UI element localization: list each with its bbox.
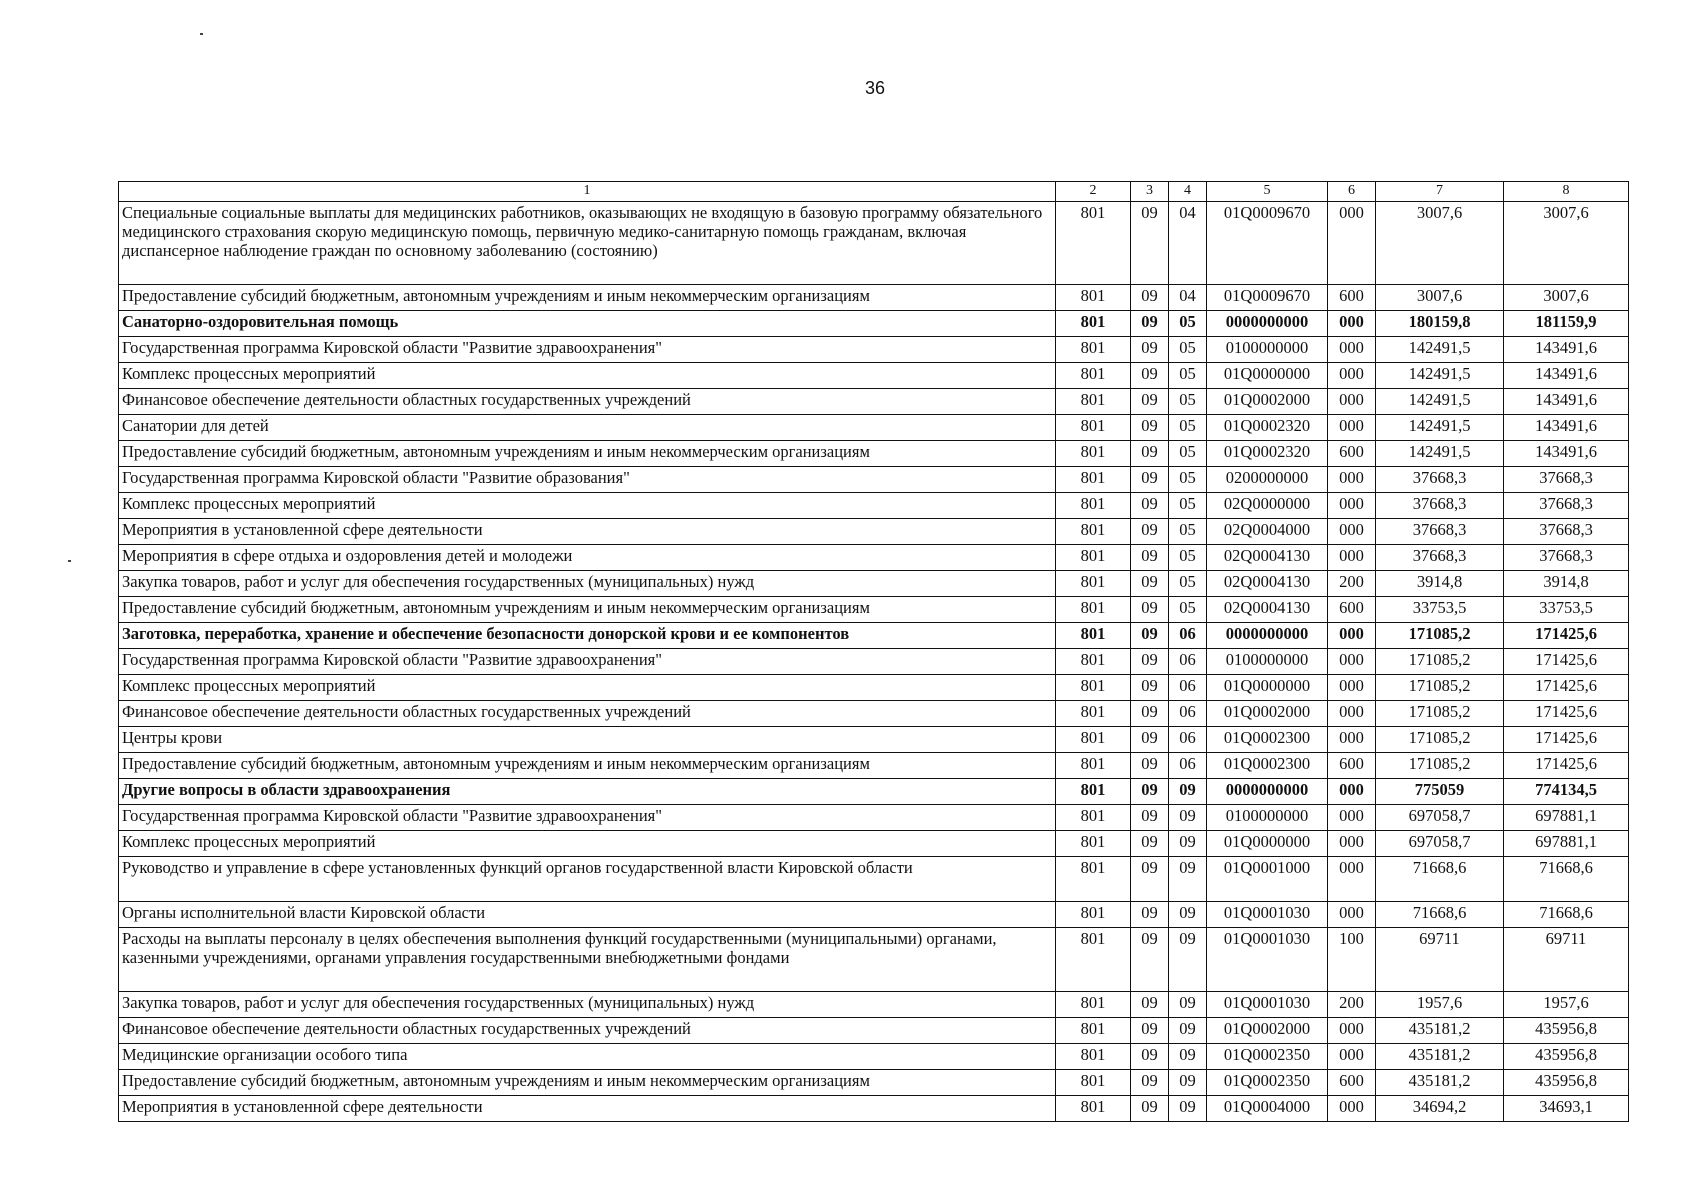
item-name: Комплекс процессных мероприятий: [119, 831, 1056, 857]
code-target-article: 01Q0001030: [1207, 928, 1328, 992]
amount-col7: 697058,7: [1376, 805, 1504, 831]
amount-col8: 34693,1: [1504, 1096, 1629, 1122]
code-subsection: 09: [1169, 831, 1207, 857]
code-expense-type: 600: [1328, 1070, 1376, 1096]
table-row: [119, 753, 1629, 779]
table-row: [119, 701, 1629, 727]
code-ministry: 801: [1056, 519, 1131, 545]
table-row: [119, 779, 1629, 805]
item-name: Комплекс процессных мероприятий: [119, 363, 1056, 389]
amount-col7: 171085,2: [1376, 675, 1504, 701]
amount-col8: 435956,8: [1504, 1018, 1629, 1044]
amount-col8: 33753,5: [1504, 597, 1629, 623]
code-expense-type: 000: [1328, 623, 1376, 649]
amount-col7: 171085,2: [1376, 649, 1504, 675]
code-ministry: 801: [1056, 1096, 1131, 1122]
table-row: [119, 415, 1629, 441]
amount-col7: 3007,6: [1376, 285, 1504, 311]
code-subsection: 09: [1169, 1044, 1207, 1070]
code-expense-type: 000: [1328, 545, 1376, 571]
amount-col8: 697881,1: [1504, 805, 1629, 831]
amount-col7: 71668,6: [1376, 902, 1504, 928]
scan-speck: [200, 33, 203, 35]
code-section: 09: [1131, 389, 1169, 415]
item-name: Закупка товаров, работ и услуг для обеспечения государственных (муниципальных) нужд: [119, 992, 1056, 1018]
amount-col7: 71668,6: [1376, 857, 1504, 902]
code-target-article: 01Q0002000: [1207, 389, 1328, 415]
code-section: 09: [1131, 753, 1169, 779]
amount-col8: 37668,3: [1504, 545, 1629, 571]
item-name: Государственная программа Кировской области "Развитие здравоохранения": [119, 337, 1056, 363]
code-expense-type: 000: [1328, 337, 1376, 363]
code-target-article: 01Q0002300: [1207, 753, 1328, 779]
code-section: 09: [1131, 202, 1169, 285]
code-expense-type: 000: [1328, 675, 1376, 701]
code-section: 09: [1131, 467, 1169, 493]
code-subsection: 05: [1169, 467, 1207, 493]
code-subsection: 09: [1169, 1070, 1207, 1096]
code-target-article: 02Q0004130: [1207, 545, 1328, 571]
code-section: 09: [1131, 363, 1169, 389]
code-expense-type: 600: [1328, 285, 1376, 311]
table-row: [119, 1044, 1629, 1070]
code-subsection: 09: [1169, 1018, 1207, 1044]
table-row: [119, 597, 1629, 623]
code-target-article: 01Q0002350: [1207, 1070, 1328, 1096]
code-subsection: 06: [1169, 623, 1207, 649]
code-expense-type: 000: [1328, 493, 1376, 519]
amount-col8: 37668,3: [1504, 519, 1629, 545]
amount-col8: 143491,6: [1504, 363, 1629, 389]
code-ministry: 801: [1056, 202, 1131, 285]
table-row: [119, 571, 1629, 597]
table-row: [119, 363, 1629, 389]
amount-col7: 171085,2: [1376, 623, 1504, 649]
item-name: Государственная программа Кировской области "Развитие образования": [119, 467, 1056, 493]
code-expense-type: 000: [1328, 902, 1376, 928]
code-target-article: 01Q0002300: [1207, 727, 1328, 753]
amount-col7: 180159,8: [1376, 311, 1504, 337]
code-subsection: 05: [1169, 415, 1207, 441]
amount-col8: 143491,6: [1504, 337, 1629, 363]
code-subsection: 05: [1169, 597, 1207, 623]
item-name: Санаторно-оздоровительная помощь: [119, 311, 1056, 337]
code-section: 09: [1131, 779, 1169, 805]
table-row: [119, 493, 1629, 519]
code-section: 09: [1131, 701, 1169, 727]
amount-col7: 435181,2: [1376, 1070, 1504, 1096]
amount-col7: 37668,3: [1376, 493, 1504, 519]
amount-col8: 1957,6: [1504, 992, 1629, 1018]
amount-col7: 1957,6: [1376, 992, 1504, 1018]
code-target-article: 01Q0001000: [1207, 857, 1328, 902]
item-name: Предоставление субсидий бюджетным, автономным учреждениям и иным некоммерческим организациям: [119, 285, 1056, 311]
code-section: 09: [1131, 902, 1169, 928]
code-expense-type: 000: [1328, 415, 1376, 441]
code-section: 09: [1131, 415, 1169, 441]
code-section: 09: [1131, 992, 1169, 1018]
item-name: Финансовое обеспечение деятельности областных государственных учреждений: [119, 1018, 1056, 1044]
code-target-article: 0100000000: [1207, 337, 1328, 363]
code-expense-type: 000: [1328, 831, 1376, 857]
table-row: [119, 202, 1629, 285]
code-expense-type: 600: [1328, 441, 1376, 467]
table-row: [119, 337, 1629, 363]
amount-col7: 3007,6: [1376, 202, 1504, 285]
table-row: [119, 389, 1629, 415]
code-section: 09: [1131, 1096, 1169, 1122]
amount-col7: 3914,8: [1376, 571, 1504, 597]
table-row: [119, 1070, 1629, 1096]
amount-col7: 142491,5: [1376, 415, 1504, 441]
code-section: 09: [1131, 285, 1169, 311]
amount-col8: 697881,1: [1504, 831, 1629, 857]
code-ministry: 801: [1056, 1044, 1131, 1070]
code-expense-type: 600: [1328, 753, 1376, 779]
item-name: Предоставление субсидий бюджетным, автономным учреждениям и иным некоммерческим организациям: [119, 441, 1056, 467]
scan-speck: [68, 560, 71, 562]
amount-col7: 37668,3: [1376, 467, 1504, 493]
code-expense-type: 200: [1328, 571, 1376, 597]
item-name: Предоставление субсидий бюджетным, автономным учреждениям и иным некоммерческим организациям: [119, 1070, 1056, 1096]
table-row: [119, 1018, 1629, 1044]
code-ministry: 801: [1056, 545, 1131, 571]
amount-col7: 142491,5: [1376, 363, 1504, 389]
code-target-article: 01Q0000000: [1207, 831, 1328, 857]
code-expense-type: 000: [1328, 311, 1376, 337]
item-name: Предоставление субсидий бюджетным, автономным учреждениям и иным некоммерческим организациям: [119, 753, 1056, 779]
code-ministry: 801: [1056, 467, 1131, 493]
item-name: Мероприятия в установленной сфере деятельности: [119, 1096, 1056, 1122]
code-ministry: 801: [1056, 701, 1131, 727]
budget-table: [118, 181, 1629, 1122]
column-number: 6: [1328, 182, 1376, 202]
code-ministry: 801: [1056, 597, 1131, 623]
code-subsection: 05: [1169, 441, 1207, 467]
code-subsection: 09: [1169, 857, 1207, 902]
item-name: Комплекс процессных мероприятий: [119, 493, 1056, 519]
amount-col8: 143491,6: [1504, 415, 1629, 441]
code-ministry: 801: [1056, 675, 1131, 701]
amount-col7: 142491,5: [1376, 441, 1504, 467]
code-subsection: 04: [1169, 285, 1207, 311]
table-row: [119, 649, 1629, 675]
code-section: 09: [1131, 831, 1169, 857]
code-ministry: 801: [1056, 311, 1131, 337]
table-row: [119, 992, 1629, 1018]
amount-col8: 435956,8: [1504, 1044, 1629, 1070]
table-row: [119, 441, 1629, 467]
code-section: 09: [1131, 928, 1169, 992]
code-section: 09: [1131, 857, 1169, 902]
code-target-article: 02Q0004000: [1207, 519, 1328, 545]
table-row: [119, 902, 1629, 928]
item-name: Органы исполнительной власти Кировской области: [119, 902, 1056, 928]
code-section: 09: [1131, 623, 1169, 649]
amount-col8: 171425,6: [1504, 753, 1629, 779]
code-target-article: 01Q0001030: [1207, 992, 1328, 1018]
item-name: Руководство и управление в сфере установленных функций органов государственной власти Кировской области: [119, 857, 1056, 902]
item-name: Государственная программа Кировской области "Развитие здравоохранения": [119, 805, 1056, 831]
code-section: 09: [1131, 1044, 1169, 1070]
code-expense-type: 000: [1328, 202, 1376, 285]
code-section: 09: [1131, 493, 1169, 519]
item-name: Финансовое обеспечение деятельности областных государственных учреждений: [119, 389, 1056, 415]
item-name: Финансовое обеспечение деятельности областных государственных учреждений: [119, 701, 1056, 727]
column-number: 1: [119, 182, 1056, 202]
code-ministry: 801: [1056, 902, 1131, 928]
code-expense-type: 000: [1328, 805, 1376, 831]
code-subsection: 05: [1169, 363, 1207, 389]
table-row: [119, 285, 1629, 311]
amount-col7: 171085,2: [1376, 727, 1504, 753]
code-target-article: 01Q0002000: [1207, 1018, 1328, 1044]
amount-col7: 435181,2: [1376, 1044, 1504, 1070]
amount-col8: 171425,6: [1504, 623, 1629, 649]
amount-col7: 142491,5: [1376, 389, 1504, 415]
table-row: [119, 857, 1629, 902]
item-name: Комплекс процессных мероприятий: [119, 675, 1056, 701]
column-number: 7: [1376, 182, 1504, 202]
column-number: 2: [1056, 182, 1131, 202]
code-expense-type: 000: [1328, 1018, 1376, 1044]
amount-col7: 34694,2: [1376, 1096, 1504, 1122]
code-ministry: 801: [1056, 992, 1131, 1018]
table-body: [119, 182, 1629, 1122]
code-section: 09: [1131, 1070, 1169, 1096]
code-subsection: 09: [1169, 902, 1207, 928]
amount-col7: 37668,3: [1376, 519, 1504, 545]
code-section: 09: [1131, 1018, 1169, 1044]
amount-col7: 142491,5: [1376, 337, 1504, 363]
code-subsection: 09: [1169, 928, 1207, 992]
amount-col7: 33753,5: [1376, 597, 1504, 623]
item-name: Мероприятия в сфере отдыха и оздоровления детей и молодежи: [119, 545, 1056, 571]
code-target-article: 02Q0004130: [1207, 597, 1328, 623]
code-target-article: 02Q0004130: [1207, 571, 1328, 597]
code-target-article: 01Q0004000: [1207, 1096, 1328, 1122]
code-ministry: 801: [1056, 493, 1131, 519]
item-name: Закупка товаров, работ и услуг для обеспечения государственных (муниципальных) нужд: [119, 571, 1056, 597]
code-ministry: 801: [1056, 1018, 1131, 1044]
code-expense-type: 000: [1328, 1044, 1376, 1070]
code-ministry: 801: [1056, 441, 1131, 467]
code-expense-type: 000: [1328, 363, 1376, 389]
code-subsection: 05: [1169, 493, 1207, 519]
code-target-article: 01Q0000000: [1207, 363, 1328, 389]
code-subsection: 05: [1169, 311, 1207, 337]
code-subsection: 09: [1169, 992, 1207, 1018]
amount-col8: 143491,6: [1504, 441, 1629, 467]
code-ministry: 801: [1056, 928, 1131, 992]
code-subsection: 06: [1169, 753, 1207, 779]
code-ministry: 801: [1056, 805, 1131, 831]
code-section: 09: [1131, 545, 1169, 571]
amount-col7: 171085,2: [1376, 753, 1504, 779]
code-ministry: 801: [1056, 857, 1131, 902]
code-expense-type: 000: [1328, 857, 1376, 902]
code-expense-type: 100: [1328, 928, 1376, 992]
amount-col8: 143491,6: [1504, 389, 1629, 415]
item-name: Мероприятия в установленной сфере деятельности: [119, 519, 1056, 545]
code-expense-type: 000: [1328, 779, 1376, 805]
code-section: 09: [1131, 805, 1169, 831]
table-row: [119, 805, 1629, 831]
code-subsection: 04: [1169, 202, 1207, 285]
code-target-article: 01Q0002000: [1207, 701, 1328, 727]
amount-col8: 171425,6: [1504, 649, 1629, 675]
code-section: 09: [1131, 649, 1169, 675]
code-expense-type: 600: [1328, 597, 1376, 623]
code-expense-type: 000: [1328, 1096, 1376, 1122]
amount-col8: 71668,6: [1504, 902, 1629, 928]
code-section: 09: [1131, 441, 1169, 467]
amount-col8: 37668,3: [1504, 467, 1629, 493]
item-name: Медицинские организации особого типа: [119, 1044, 1056, 1070]
amount-col8: 71668,6: [1504, 857, 1629, 902]
table-row: [119, 727, 1629, 753]
code-expense-type: 000: [1328, 701, 1376, 727]
amount-col7: 435181,2: [1376, 1018, 1504, 1044]
item-name: Заготовка, переработка, хранение и обеспечение безопасности донорской крови и ее компонентов: [119, 623, 1056, 649]
code-subsection: 09: [1169, 779, 1207, 805]
amount-col8: 3007,6: [1504, 285, 1629, 311]
amount-col7: 37668,3: [1376, 545, 1504, 571]
code-target-article: 01Q0009670: [1207, 202, 1328, 285]
amount-col8: 171425,6: [1504, 727, 1629, 753]
code-target-article: 0100000000: [1207, 649, 1328, 675]
code-target-article: 0000000000: [1207, 779, 1328, 805]
code-target-article: 0000000000: [1207, 623, 1328, 649]
code-ministry: 801: [1056, 753, 1131, 779]
code-section: 09: [1131, 727, 1169, 753]
code-section: 09: [1131, 675, 1169, 701]
code-subsection: 06: [1169, 727, 1207, 753]
item-name: Санатории для детей: [119, 415, 1056, 441]
amount-col7: 69711: [1376, 928, 1504, 992]
code-subsection: 06: [1169, 675, 1207, 701]
code-ministry: 801: [1056, 571, 1131, 597]
code-ministry: 801: [1056, 363, 1131, 389]
code-ministry: 801: [1056, 649, 1131, 675]
code-ministry: 801: [1056, 1070, 1131, 1096]
code-subsection: 05: [1169, 545, 1207, 571]
table-row: [119, 623, 1629, 649]
code-ministry: 801: [1056, 623, 1131, 649]
code-ministry: 801: [1056, 285, 1131, 311]
code-subsection: 05: [1169, 571, 1207, 597]
amount-col8: 171425,6: [1504, 701, 1629, 727]
table-row: [119, 675, 1629, 701]
table-row: [119, 311, 1629, 337]
code-target-article: 02Q0000000: [1207, 493, 1328, 519]
amount-col8: 3914,8: [1504, 571, 1629, 597]
amount-col8: 435956,8: [1504, 1070, 1629, 1096]
amount-col8: 181159,9: [1504, 311, 1629, 337]
amount-col8: 69711: [1504, 928, 1629, 992]
code-ministry: 801: [1056, 415, 1131, 441]
code-subsection: 09: [1169, 1096, 1207, 1122]
code-ministry: 801: [1056, 779, 1131, 805]
code-section: 09: [1131, 571, 1169, 597]
code-ministry: 801: [1056, 831, 1131, 857]
code-target-article: 01Q0002350: [1207, 1044, 1328, 1070]
item-name: Государственная программа Кировской области "Развитие здравоохранения": [119, 649, 1056, 675]
code-expense-type: 000: [1328, 389, 1376, 415]
column-number: 5: [1207, 182, 1328, 202]
code-expense-type: 000: [1328, 519, 1376, 545]
table-row: [119, 545, 1629, 571]
code-section: 09: [1131, 519, 1169, 545]
code-subsection: 09: [1169, 805, 1207, 831]
code-target-article: 0100000000: [1207, 805, 1328, 831]
amount-col7: 775059: [1376, 779, 1504, 805]
code-section: 09: [1131, 597, 1169, 623]
code-ministry: 801: [1056, 727, 1131, 753]
code-section: 09: [1131, 337, 1169, 363]
table-row: [119, 1096, 1629, 1122]
column-number: 8: [1504, 182, 1629, 202]
code-subsection: 05: [1169, 519, 1207, 545]
amount-col8: 3007,6: [1504, 202, 1629, 285]
code-ministry: 801: [1056, 389, 1131, 415]
code-expense-type: 200: [1328, 992, 1376, 1018]
code-expense-type: 000: [1328, 467, 1376, 493]
code-target-article: 0000000000: [1207, 311, 1328, 337]
code-target-article: 01Q0002320: [1207, 415, 1328, 441]
code-subsection: 06: [1169, 701, 1207, 727]
amount-col7: 697058,7: [1376, 831, 1504, 857]
code-target-article: 01Q0000000: [1207, 675, 1328, 701]
item-name: Другие вопросы в области здравоохранения: [119, 779, 1056, 805]
amount-col8: 37668,3: [1504, 493, 1629, 519]
table-row: [119, 928, 1629, 992]
code-target-article: 01Q0001030: [1207, 902, 1328, 928]
code-target-article: 0200000000: [1207, 467, 1328, 493]
item-name: Специальные социальные выплаты для медицинских работников, оказывающих не входящую в базовую программу обязательного медицинского страхования скорую медицинскую помощь, первичную медико-санитарную помощь гражданам, включая диспансерное наблюдение граждан по основному заболеванию (состоянию): [119, 202, 1056, 285]
table-row: [119, 831, 1629, 857]
page-number: 36: [864, 78, 886, 98]
item-name: Центры крови: [119, 727, 1056, 753]
column-number: 4: [1169, 182, 1207, 202]
column-number: 3: [1131, 182, 1169, 202]
code-target-article: 01Q0009670: [1207, 285, 1328, 311]
amount-col7: 171085,2: [1376, 701, 1504, 727]
code-subsection: 06: [1169, 649, 1207, 675]
item-name: Расходы на выплаты персоналу в целях обеспечения выполнения функций государственными (муниципальными) органами, казенными учреждениями, органами управления государственными внебюджетными фондами: [119, 928, 1056, 992]
table-row: [119, 467, 1629, 493]
code-expense-type: 000: [1328, 727, 1376, 753]
code-ministry: 801: [1056, 337, 1131, 363]
amount-col8: 774134,5: [1504, 779, 1629, 805]
code-subsection: 05: [1169, 389, 1207, 415]
amount-col8: 171425,6: [1504, 675, 1629, 701]
code-target-article: 01Q0002320: [1207, 441, 1328, 467]
item-name: Предоставление субсидий бюджетным, автономным учреждениям и иным некоммерческим организациям: [119, 597, 1056, 623]
column-number-header-row: [119, 182, 1629, 202]
code-expense-type: 000: [1328, 649, 1376, 675]
code-subsection: 05: [1169, 337, 1207, 363]
code-section: 09: [1131, 311, 1169, 337]
table-row: [119, 519, 1629, 545]
